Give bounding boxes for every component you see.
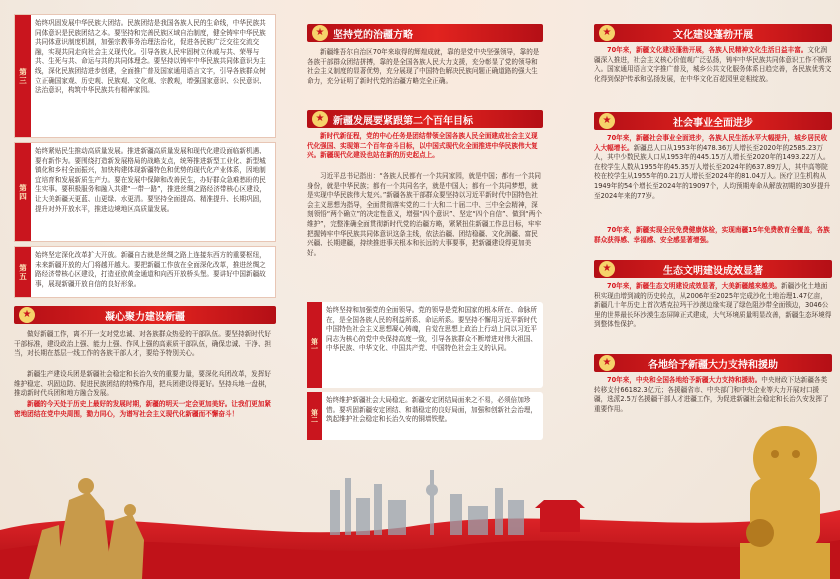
- society-highlight: 70年来，新疆社会事业全面进步，各族人民生活水平大幅提升，城乡居民收入大幅增长。: [594, 134, 828, 152]
- society-detail: 新疆总人口从1953年的478.36万人增长至2020年的2585.23万人，其中少数民族人口从1953年的445.15万人增长至2020年的1493.22万人。在校学生人数从1955年的45.35万人增长至2024年的637.89万人，其中高等院校在校学生从1955年的0.21万人增长至2024年的81.04万人。医疗卫生机构从1949年的54个增长至2024年的19097个，人均预期寿命从解放初期的30岁提升至2024年来的77岁。: [594, 143, 831, 200]
- bingtuan-paragraph: 新疆生产建设兵团是新疆社会稳定和长治久安的重要力量，要深化兵团改革，发挥好维护稳定、巩固边防、促进民族团结的特殊作用，把兵团建设得更好。坚持兵地一盘棋，推动新时代兵团和地方融合发展。: [14, 370, 272, 398]
- closing-slogan: 新疆的今天处于历史上最好的发展时期，新疆的明天一定会更加美好。让我们更加紧密地团结在党中央周围，勠力同心，为谱写社会主义现代化新疆而不懈奋斗！: [14, 400, 271, 418]
- card-text: 始终维护新疆社会大局稳定。新疆安定团结局面来之不易，必须倍加珍惜。要巩固新疆安定团结、和谐稳定的良好局面，加强和创新社会治理，筑起维护社会稳定和长治久安的铜墙铁壁。: [326, 396, 537, 424]
- section-banner: [594, 112, 832, 130]
- banner-title: 文化建设蓬勃开展: [673, 29, 753, 41]
- society-paragraph: [594, 134, 832, 201]
- aid-highlight: 70年来，中央和全国各地给予新疆大力支持和援助。: [607, 376, 762, 384]
- banner-title: 社会事业全面进步: [673, 117, 753, 129]
- principle-five-box: [14, 246, 276, 298]
- star-icon: ★: [312, 25, 328, 41]
- aid-paragraph: [594, 376, 832, 414]
- star-icon: ★: [599, 113, 615, 129]
- ecology-paragraph: [594, 282, 832, 330]
- card-text: 始终坚持和加强党的全面领导。党的领导是党和国家的根本所在、命脉所在，是全国各族人民的利益所系、命运所系。要坚持不懈用习近平新时代中国特色社会主义思想凝心铸魂，自觉在思想上政治上行动上同以习近平同志为核心的党中央保持高度一致，引导各族群众不断增进对伟大祖国、中华民族、中华文化、中国共产党、中国特色社会主义的认同。: [326, 306, 537, 353]
- education-highlight: 70年来，新疆实现全民免费健康体检，实现南疆15年免费教育全覆盖，各族群众获得感、幸福感、安全感显著增强。: [594, 226, 830, 244]
- star-icon: ★: [599, 25, 615, 41]
- principle-tab: 第四: [15, 143, 31, 241]
- cadre-paragraph: 做好新疆工作，离不开一支对党忠诚、对各族群众热爱的干部队伍。要坚持新时代好干部标准，建设政治上强、能力上强、作风上强的高素质干部队伍，确保忠诚、干净、担当，对长期在基层一线工作的各族干部人才，要给予特别关心。: [14, 330, 272, 358]
- ecology-detail: 新疆沙化土地面积实现由增到减的历史转点，从2006年至2025年完成沙化土地治理1.47亿亩，新疆几十年历史上首次塔克拉玛干沙漠边缘实现了绿色阻沙带全面锁边，3046公里的世界最长环沙漠生态屏障正式建成，大气环境质量明显改善，新疆生态环境得到整体性保护。: [594, 282, 832, 329]
- principle-three-box: [14, 14, 276, 138]
- culture-paragraph: [594, 46, 832, 84]
- principle-card: [307, 302, 543, 388]
- star-icon: ★: [599, 261, 615, 277]
- banner-title: 坚持党的治疆方略: [333, 29, 413, 41]
- principle-four-box: [14, 142, 276, 242]
- culture-detail: 文化润疆深入推进，社会主义核心价值观广泛弘扬，铸牢中华民族共同体意识工作不断深入。国家通用语言文字推广普及，城乡公共文化服务体系日趋完善，各民族优秀文化得到保护传承和弘扬发展，在中华文化百花园里竞相绽放。: [594, 46, 832, 83]
- principle-text: 始终紧贴民生推动高质量发展。推进新疆高质量发展和现代化建设面临新机遇、要有新作为。要围绕打造新发展格局的战略支点，统筹推进新型工业化、新型城镇化和乡村全面振兴，加快构建体现新疆特色和优势的现代化产业体系，因地制宜培育和发展新质生产力。要在发展中保障和改善民生，办好群众急难愁盼的民生实事。要积极服务和融入共建“一带一路”，推进丝绸之路经济带核心区建设，让大美新疆天更蓝、山更绿、水更清。要坚持全面提高、精准提升、长期巩固，提升对外开放水平，推进边境地区高质量发展。: [35, 147, 267, 213]
- principle-tab: 第三: [15, 15, 31, 137]
- section-banner: [594, 354, 832, 372]
- banner-title: 各地给予新疆大力支持和援助: [648, 359, 778, 371]
- principle-text: 始终坚定深化改革扩大开放。新疆自古就是丝绸之路上连接东西方的重要枢纽，未来新疆开放的大门将越开越大。要把新疆工作放在全面深化改革，推进丝绸之路经济带核心区建设，打造亚欧黄金通道和向西开放桥头堡。要讲好中国新疆故事，展现新疆开放自信的良好形象。: [35, 251, 266, 288]
- xi-quote-paragraph: 习近平总书记指出：“各族人民都有一个共同家园，就是中国；都有一个共同身份，就是中华民族；都有一个共同名字，就是中国人；都有一个共同梦想，就是实现中华民族伟大复兴。”新疆各族干部群众要坚持以习近平新时代中国特色社会主义思想为指导，全面贯彻落实党的二十大和二十届二中、三中全会精神，深刻领悟“两个确立”的决定性意义，增强“四个意识”、坚定“四个自信”、做到“两个维护”，完整准确全面贯彻新时代党的治疆方略，紧紧扭住新疆工作总目标，牢牢把握铸牢中华民族共同体意识这条主线，依法治疆、团结稳疆、文化润疆、富民兴疆、长期建疆，持续推进事关根本和长远的大事要事，把新疆建设得更加美好。: [307, 172, 542, 257]
- principle-text: 始终巩固发展中华民族大团结。民族团结是我国各族人民的生命线，中华民族共同体意识是民族团结之本。要坚持和完善民族区域自治制度，健全铸牢中华民族共同体意识制度机制，加强宗教事务治理法治化，促进各民族广泛交往交流交融，实现共同走向社会主义现代化。引导各族人民牢固树立休戚与共、荣辱与共、生死与共、命运与共的共同体理念。要坚持以铸牢中华民族共同体意识为主线，深化民族团结进步创建，全面推广普及国家通用语言文字，引导各族群众树立正确国家观、历史观、民族观、文化观、宗教观，增强国家意识、公民意识、法治意识，构筑中华民族共有精神家园。: [35, 19, 266, 95]
- section-banner: [594, 24, 832, 42]
- card-tab: 第一: [307, 302, 322, 388]
- section-banner: [307, 24, 543, 42]
- ecology-highlight: 70年来，新疆生态文明建设成效显著，大美新疆越来越美。: [607, 282, 782, 290]
- goal-intro: 新时代新征程，党的中心任务是团结带领全国各族人民全面建成社会主义现代化强国、实现第二个百年奋斗目标，以中国式现代化全面推进中华民族伟大复兴。新疆现代化建设也站在新的历史起点上。: [307, 132, 538, 160]
- banner-title: 生态文明建设成效显著: [663, 265, 763, 277]
- banner-title: 凝心聚力建设新疆: [105, 311, 185, 323]
- culture-highlight: 70年来，新疆文化建设蓬勃开展，各族人民精神文化生活日益丰富。: [607, 46, 808, 54]
- card-tab: 第二: [307, 392, 322, 440]
- aid-detail: 中央财政下达新疆各类转移支付66182.3亿元；各援疆省市、中央部门和中央企业等大力开展对口援疆，选派2.5万名援疆干部人才进疆工作，为促进新疆社会稳定和长治久安发挥了重要作用。: [594, 376, 829, 413]
- star-icon: ★: [19, 307, 35, 323]
- star-icon: ★: [312, 111, 328, 127]
- heroes-statue-illustration: [14, 470, 164, 579]
- principle-card: [307, 392, 543, 440]
- section-banner: [307, 110, 543, 128]
- banner-title: 新疆发展要紧跟第二个百年目标: [333, 115, 473, 127]
- principle-tab: 第五: [15, 247, 31, 297]
- star-icon: ★: [599, 355, 615, 371]
- section-banner: [594, 260, 832, 278]
- section-banner: [14, 306, 276, 324]
- strategy-paragraph: 新疆维吾尔自治区70年来取得的辉煌成就，靠的是党中央坚强领导，靠的是各族干部群众团结拼搏，靠的是全国各族人民大力支援，充分彰显了党的领导和社会主义制度的显著优势，充分展现了中国特色解决民族问题正确道路的强大生命力，充分证明了新时代党的治疆方略完全正确。: [307, 48, 540, 85]
- golden-lion-illustration: [730, 418, 840, 579]
